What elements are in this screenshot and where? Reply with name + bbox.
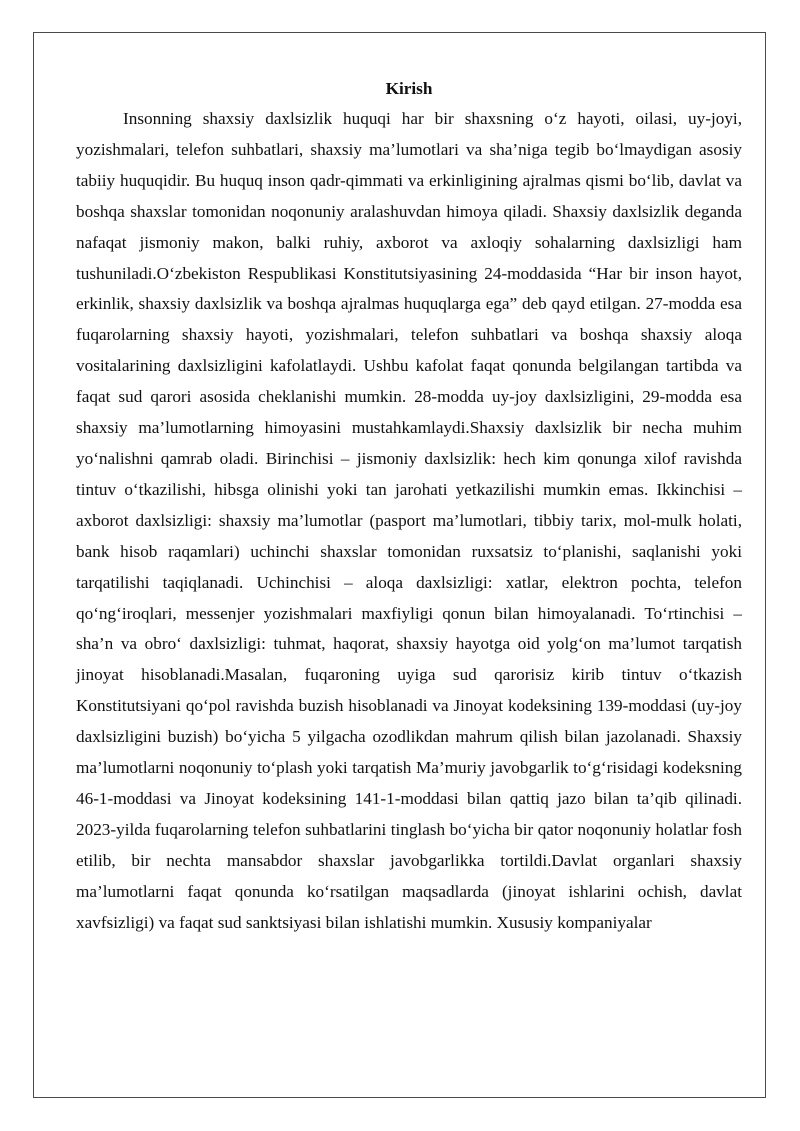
page-content: [76, 74, 742, 938]
body-paragraph: Insonning shaxsiy daxlsizlik huquqi har bir shaxsning o‘z hayoti, oilasi, uy-joyi, yozishmalari, telefon suhbatlari, shaxsiy ma’lumotlari va sha’niga tegib bo‘lmaydigan asosiy tabiiy huquqidir. Bu huquq inson qadr-qimmati va erkinligining ajralmas qismi bo‘lib, davlat va boshqa shaxslar tomonidan noqonuniy aralashuvdan himoya qiladi. Shaxsiy daxlsizlik deganda nafaqat jismoniy makon, balki ruhiy, axborot va axloqiy sohalarning daxlsizligi ham tushuniladi.O‘zbekiston Respublikasi Konstitutsiyasining 24-moddasida “Har bir inson hayot, erkinlik, shaxsiy daxlsizlik va boshqa ajralmas huquqlarga ega” deb qayd etilgan. 27-modda esa fuqarolarning shaxsiy hayoti, yozishmalari, telefon suhbatlari va boshqa shaxsiy aloqa vositalarining daxlsizligini kafolatlaydi. Ushbu kafolat faqat qonunda belgilangan tartibda va faqat sud qarori asosida cheklanishi mumkin. 28-modda uy-joy daxlsizligini, 29-modda esa shaxsiy ma’lumotlarning himoyasini mustahkamlaydi.Shaxsiy daxlsizlik bir necha muhim yo‘nalishni qamrab oladi. Birinchisi – jismoniy daxlsizlik: hech kim qonunga xilof ravishda tintuv o‘tkazilishi, hibsga olinishi yoki tan jarohati yetkazilishi mumkin emas. Ikkinchisi – axborot daxlsizligi: shaxsiy ma’lumotlar (pasport ma’lumotlari, tibbiy tarix, mol-mulk holati, bank hisob raqamlari) uchinchi shaxslar tomonidan ruxsatsiz to‘planishi, saqlanishi yoki tarqatilishi taqiqlanadi. Uchinchisi – aloqa daxlsizligi: xatlar, elektron pochta, telefon qo‘ng‘iroqlari, messenjer yozishmalari maxfiyligi qonun bilan himoyalanadi. To‘rtinchisi – sha’n va obro‘ daxlsizligi: tuhmat, haqorat, shaxsiy hayotga oid yolg‘on ma’lumot tarqatish jinoyat hisoblanadi.Masalan, fuqaroning uyiga sud qarorisiz kirib tintuv o‘tkazish Konstitutsiyani qo‘pol ravishda buzish hisoblanadi va Jinoyat kodeksining 139-moddasi (uy-joy daxlsizligini buzish) bo‘yicha 5 yilgacha ozodlikdan mahrum qilish bilan jazolanadi. Shaxsiy ma’lumotlarni noqonuniy to‘plash yoki tarqatish Ma’muriy javobgarlik to‘g‘risidagi kodeksning 46-1-moddasi va Jinoyat kodeksining 141-1-moddasi bilan qattiq jazo bilan ta’qib qilinadi. 2023-yilda fuqarolarning telefon suhbatlarini tinglash bo‘yicha bir qator noqonuniy holatlar fosh etilib, bir nechta mansabdor shaxslar javobgarlikka tortildi.Davlat organlari shaxsiy ma’lumotlarni faqat qonunda ko‘rsatilgan maqsadlarda (jinoyat ishlarini ochish, davlat xavfsizligi) va faqat sud sanktsiyasi bilan ishlatishi mumkin. Xususiy kompaniyalar: [76, 109, 742, 932]
section-title: Kirish: [385, 79, 433, 98]
